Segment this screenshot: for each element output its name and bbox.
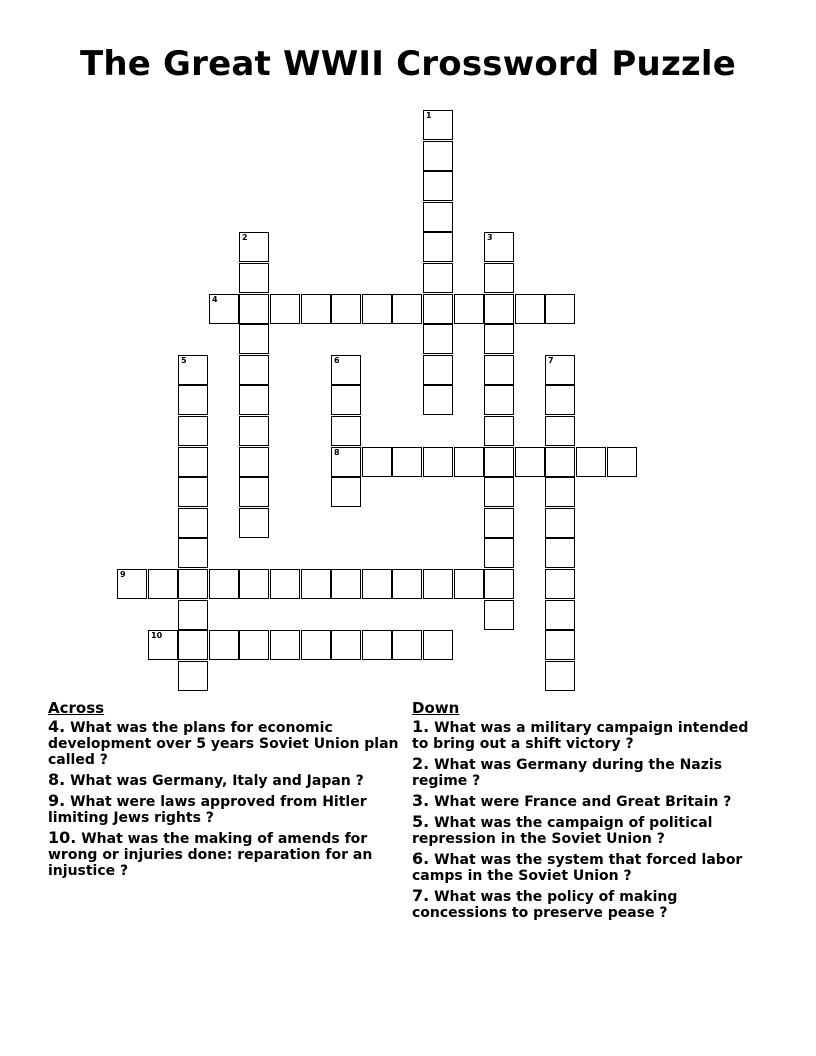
grid-cell[interactable] [545, 569, 575, 599]
grid-cell[interactable] [331, 355, 361, 385]
across-clue [48, 772, 403, 789]
grid-cell[interactable] [239, 294, 269, 324]
grid-cell[interactable] [178, 508, 208, 538]
clue-number: 6. [412, 849, 430, 868]
grid-cell[interactable] [423, 355, 453, 385]
grid-cell[interactable] [331, 477, 361, 507]
grid-cell[interactable] [545, 294, 575, 324]
grid-cell[interactable] [239, 355, 269, 385]
clue-number: 5. [412, 812, 430, 831]
down-clue [412, 888, 762, 921]
grid-cell[interactable] [178, 661, 208, 691]
grid-cell[interactable] [423, 569, 453, 599]
grid-cell[interactable] [178, 630, 208, 660]
grid-cell[interactable] [423, 110, 453, 140]
clue-text: What was the plans for economic development over 5 years Soviet Union plan called ? [48, 720, 399, 768]
clue-number-label: 1 [426, 111, 432, 120]
grid-cell[interactable] [545, 416, 575, 446]
grid-cell[interactable] [454, 447, 484, 477]
grid-cell[interactable] [331, 385, 361, 415]
grid-cell[interactable] [178, 569, 208, 599]
grid-cell[interactable] [484, 538, 514, 568]
down-clue [412, 719, 762, 752]
grid-cell[interactable] [423, 263, 453, 293]
grid-cell[interactable] [545, 508, 575, 538]
grid-cell[interactable] [239, 569, 269, 599]
across-heading: Across [48, 699, 105, 717]
grid-cell[interactable] [423, 171, 453, 201]
down-clue [412, 851, 762, 884]
grid-cell[interactable] [239, 508, 269, 538]
grid-cell[interactable] [301, 294, 331, 324]
grid-cell[interactable] [484, 447, 514, 477]
grid-cell[interactable] [423, 294, 453, 324]
grid-cell[interactable] [484, 263, 514, 293]
grid-cell[interactable] [423, 447, 453, 477]
grid-cell[interactable] [423, 141, 453, 171]
down-clue [412, 756, 762, 789]
grid-cell[interactable] [545, 355, 575, 385]
clue-number-label: 9 [120, 570, 126, 579]
grid-cell[interactable] [545, 447, 575, 477]
clue-number-label: 7 [548, 356, 554, 365]
clue-text: What was Germany during the Nazis regime ? [412, 757, 723, 789]
clue-number-label: 8 [334, 448, 340, 457]
down-clue [412, 793, 762, 810]
grid-cell[interactable] [117, 569, 147, 599]
grid-cell[interactable] [484, 324, 514, 354]
grid-cell[interactable] [423, 324, 453, 354]
grid-cell[interactable] [545, 538, 575, 568]
clue-text: What was the system that forced labor camps in the Soviet Union ? [412, 852, 743, 884]
grid-cell[interactable] [545, 630, 575, 660]
grid-cell[interactable] [515, 294, 545, 324]
grid-cell[interactable] [576, 447, 606, 477]
page-title: The Great WWII Crossword Puzzle [79, 44, 737, 84]
grid-cell[interactable] [454, 294, 484, 324]
grid-cell[interactable] [331, 294, 361, 324]
grid-cell[interactable] [209, 569, 239, 599]
clue-number-label: 3 [487, 233, 493, 242]
grid-cell[interactable] [239, 477, 269, 507]
clue-text: What were laws approved from Hitler limiting Jews rights ? [48, 794, 367, 826]
grid-cell[interactable] [331, 416, 361, 446]
grid-cell[interactable] [362, 630, 392, 660]
grid-cell[interactable] [270, 569, 300, 599]
grid-cell[interactable] [392, 569, 422, 599]
clue-number-label: 2 [242, 233, 248, 242]
grid-cell[interactable] [178, 385, 208, 415]
grid-cell[interactable] [484, 508, 514, 538]
clue-text: What was Germany, Italy and Japan ? [65, 773, 364, 789]
clue-text: What was the making of amends for wrong or injuries done: reparation for an injustice ? [48, 831, 373, 879]
grid-cell[interactable] [239, 263, 269, 293]
grid-cell[interactable] [239, 232, 269, 262]
grid-cell[interactable] [178, 355, 208, 385]
grid-cell[interactable] [178, 447, 208, 477]
grid-cell[interactable] [362, 569, 392, 599]
clue-number-label: 5 [181, 356, 187, 365]
grid-cell[interactable] [484, 294, 514, 324]
clue-text: What was the campaign of political repression in the Soviet Union ? [412, 815, 713, 847]
grid-cell[interactable] [484, 385, 514, 415]
grid-cell[interactable] [545, 477, 575, 507]
grid-cell[interactable] [178, 416, 208, 446]
across-clues [48, 700, 403, 883]
grid-cell[interactable] [331, 630, 361, 660]
grid-cell[interactable] [454, 569, 484, 599]
grid-cell[interactable] [148, 630, 178, 660]
down-heading: Down [412, 699, 460, 717]
grid-cell[interactable] [209, 630, 239, 660]
grid-cell[interactable] [209, 294, 239, 324]
across-clue [48, 830, 403, 879]
grid-cell[interactable] [392, 630, 422, 660]
grid-cell[interactable] [362, 294, 392, 324]
grid-cell[interactable] [484, 477, 514, 507]
clue-text: What were France and Great Britain ? [429, 794, 732, 810]
down-clues [412, 700, 762, 925]
grid-cell[interactable] [484, 232, 514, 262]
grid-cell[interactable] [484, 569, 514, 599]
clue-number-label: 4 [212, 295, 218, 304]
grid-cell[interactable] [178, 477, 208, 507]
clue-number: 3. [412, 791, 430, 810]
grid-cell[interactable] [239, 416, 269, 446]
grid-cell[interactable] [392, 447, 422, 477]
grid-cell[interactable] [545, 385, 575, 415]
grid-cell[interactable] [301, 630, 331, 660]
grid-cell[interactable] [239, 447, 269, 477]
grid-cell[interactable] [178, 600, 208, 630]
grid-cell[interactable] [362, 447, 392, 477]
clue-number: 8. [48, 770, 66, 789]
clue-number: 7. [412, 886, 430, 905]
grid-cell[interactable] [515, 447, 545, 477]
clue-number: 9. [48, 791, 66, 810]
clue-number-label: 6 [334, 356, 340, 365]
grid-cell[interactable] [423, 202, 453, 232]
grid-cell[interactable] [545, 661, 575, 691]
grid-cell[interactable] [545, 600, 575, 630]
grid-cell[interactable] [331, 447, 361, 477]
down-clue [412, 814, 762, 847]
grid-cell[interactable] [484, 355, 514, 385]
clue-text: What was the policy of making concessions to preserve pease ? [412, 889, 678, 921]
grid-cell[interactable] [423, 385, 453, 415]
across-clue [48, 793, 403, 826]
grid-cell[interactable] [301, 569, 331, 599]
clue-number: 2. [412, 754, 430, 773]
grid-cell[interactable] [484, 416, 514, 446]
clue-number-label: 10 [151, 631, 163, 640]
across-clue [48, 719, 403, 768]
grid-cell[interactable] [148, 569, 178, 599]
clue-number: 4. [48, 717, 66, 736]
grid-cell[interactable] [423, 630, 453, 660]
grid-cell[interactable] [270, 294, 300, 324]
grid-cell[interactable] [178, 538, 208, 568]
clue-text: What was a military campaign intended to bring out a shift victory ? [412, 720, 749, 752]
grid-cell[interactable] [607, 447, 637, 477]
clue-number: 10. [48, 828, 77, 847]
clue-number: 1. [412, 717, 430, 736]
grid-cell[interactable] [239, 324, 269, 354]
grid-cell[interactable] [270, 630, 300, 660]
grid-cell[interactable] [392, 294, 422, 324]
grid-cell[interactable] [239, 385, 269, 415]
grid-cell[interactable] [239, 630, 269, 660]
grid-cell[interactable] [331, 569, 361, 599]
grid-cell[interactable] [484, 600, 514, 630]
grid-cell[interactable] [423, 232, 453, 262]
